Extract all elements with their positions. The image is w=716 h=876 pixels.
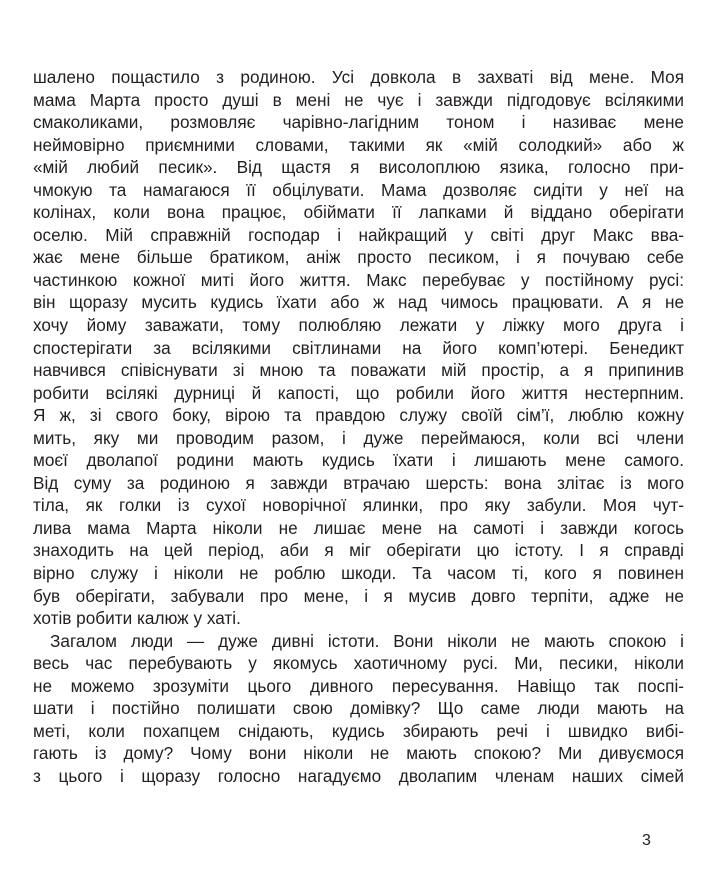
text-line: не можемо зрозуміти цього дивного пересування. Навіщо так поспі- [33, 675, 684, 696]
text-line: тіла, як голки із сухої новорічної ялинки, про яку забули. Моя чут- [33, 495, 684, 516]
text-line: смаколиками, розмовляє чарівно-лагідним тоном і називає мене [33, 112, 684, 133]
text-line: Я ж, зі свого боку, вірою та правдою служу своїй сім’ї, люблю кожну [33, 405, 684, 426]
text-line: хочу йому заважати, тому полюбляю лежати у ліжку мого друга і [33, 315, 684, 336]
text-line: меті, коли похапцем снідають, кудись збирають речі і швидко вибі- [33, 720, 684, 741]
text-line: жає мене більше братиком, аніж просто песиком, і я почуваю себе [33, 247, 684, 268]
text-line: він щоразу мусить кудись їхати або ж над чимось працювати. А я не [33, 292, 684, 313]
text-line: Від суму за родиною я завжди втрачаю шерсть: вона злітає із мого [33, 472, 684, 493]
text-line: мить, яку ми проводим разом, і дуже переймаюся, коли всі члени [33, 427, 684, 448]
text-line: мама Марта просто душі в мені не чує і завжди підгодовує всілякими [33, 89, 684, 110]
text-line: вірно служу і ніколи не роблю шкоди. Та часом ті, кого я повинен [33, 563, 684, 584]
text-line: з цього і щоразу голосно нагадуємо дволапим членам наших сімей [33, 765, 684, 786]
text-line: навчився співіснувати зі мною та поважати мій простір, а я припинив [33, 360, 684, 381]
text-line: шалено пощастило з родиною. Усі довкола в захваті від мене. Моя [33, 67, 684, 87]
text-line: знаходить на цей період, аби я міг оберігати цю істоту. І я справді [33, 540, 684, 561]
text-line: весь час перебувають у якомусь хаотичному русі. Ми, песики, ніколи [33, 653, 684, 674]
text-line: «мій любий песик». Від щастя я висолоплюю язика, голосно при- [33, 157, 684, 178]
text-line: моєї дволапої родини мають кудись їхати і лишають мене самого. [33, 450, 684, 471]
text-line: колінах, коли вона працює, обіймати її лапками й віддано оберігати [33, 202, 684, 223]
text-line: був оберігати, забували про мене, і я мусив довго терпіти, адже не [33, 585, 684, 606]
text-line: чмокую та намагаюся її обцілувати. Мама дозволяє сидіти у неї на [33, 179, 684, 200]
paragraph [33, 630, 684, 788]
text-line: шати і постійно полишати свою домівку? Що саме люди мають на [33, 698, 684, 719]
text-line: частинкою кожної миті його життя. Макс перебуває у постійному русі: [33, 269, 684, 290]
text-line: робити всілякі дурниці й капості, що робили його життя нестерпним. [33, 382, 684, 403]
body-text [33, 66, 684, 788]
paragraph [33, 66, 684, 630]
text-line: хотів робити калюж у хаті. [33, 608, 241, 629]
text-line: гають із дому? Чому вони ніколи не мають спокою? Ми дивуємося [33, 743, 684, 764]
text-line: Загалом люди — дуже дивні істоти. Вони ніколи не мають спокою і [50, 630, 684, 651]
text-line: спостерігати за всілякими світлинами на його комп’ютері. Бенедикт [33, 337, 684, 358]
text-line: неймовірно приємними словами, такими як «мій солодкий» або ж [33, 134, 684, 155]
text-line: лива мама Марта ніколи не лишає мене на самоті і завжди когось [33, 517, 684, 538]
text-line: оселю. Мій справжній господар і найкращий у світі друг Макс вва- [33, 224, 684, 245]
page-number: 3 [642, 832, 651, 849]
